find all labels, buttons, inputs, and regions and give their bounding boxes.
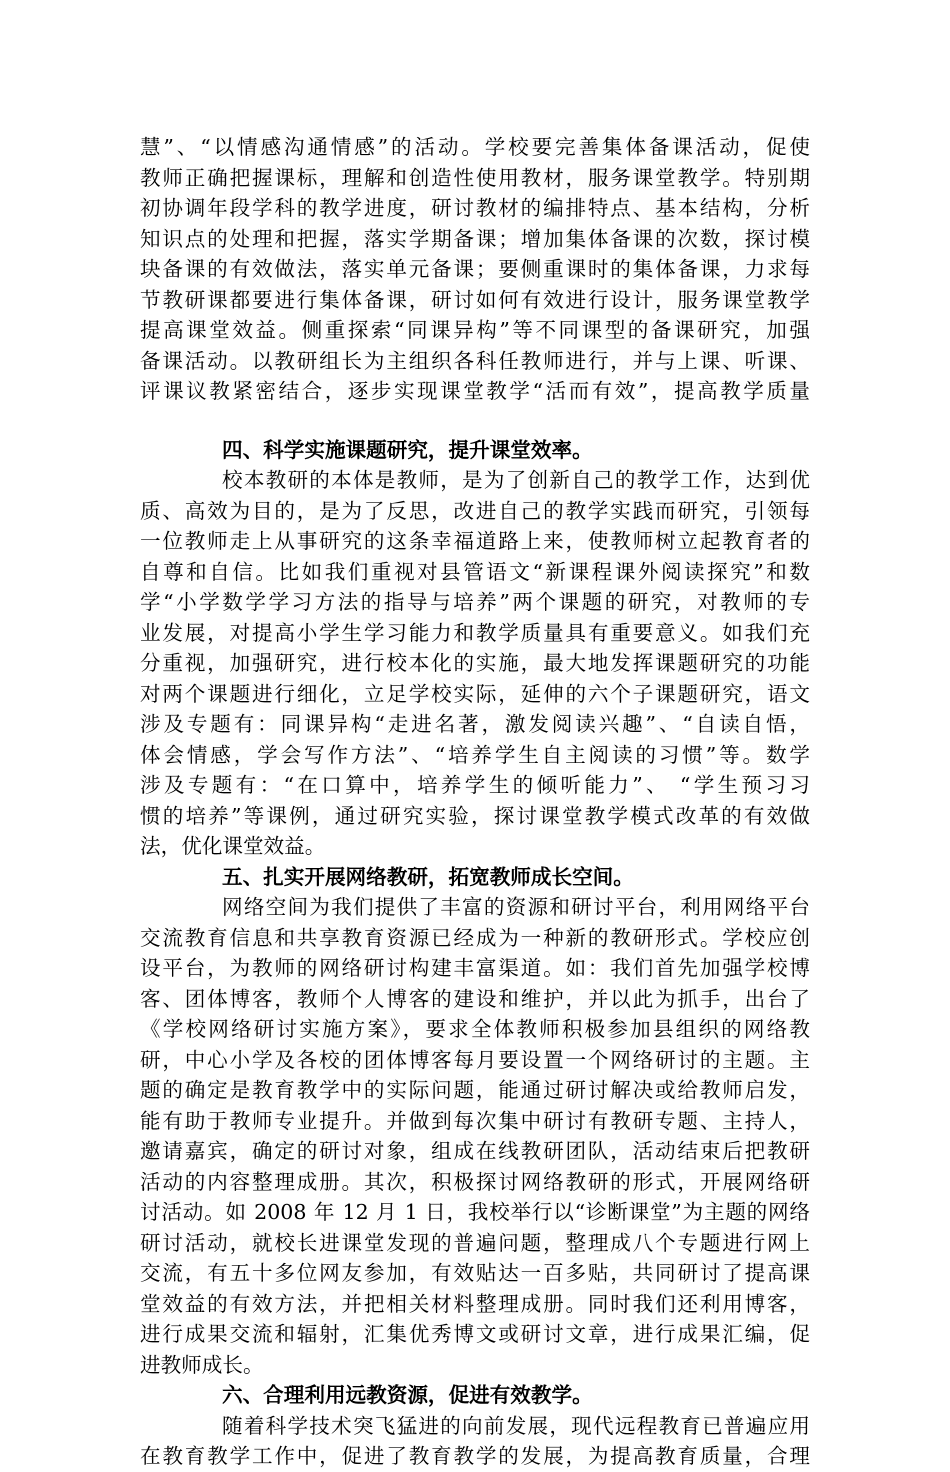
text-line: 进行成果交流和辐射，汇集优秀博文或研讨文章，进行成果汇编，促 bbox=[140, 1322, 810, 1346]
text-line: 对两个课题进行细化，立足学校实际，延伸的六个子课题研究，语文 bbox=[140, 681, 810, 706]
text-line: 交流，有五十多位网友参加，有效贴达一百多贴，共同研讨了提高课 bbox=[140, 1261, 810, 1285]
text-line: 体会情感，学会写作方法”、“培养学生自主阅读的习惯”等。数学 bbox=[140, 742, 810, 767]
text-line: 备课活动。以教研组长为主组织各科任教师进行，并与上课、听课、 bbox=[140, 348, 810, 373]
text-line: 进教师成长。 bbox=[140, 1352, 264, 1377]
text-line: 题的确定是教育教学中的实际问题，能通过研讨解决或给教师启发， bbox=[140, 1078, 810, 1102]
text-line: 业发展，对提高小学生学习能力和教学质量具有重要意义。如我们充 bbox=[140, 620, 810, 645]
text-line: 网络空间为我们提供了丰富的资源和研讨平台，利用网络平台 bbox=[222, 895, 810, 919]
text-line: 评课议教紧密结合，逐步实现课堂教学“活而有效”，提高教学质量 bbox=[140, 379, 810, 403]
text-line: 活动的内容整理成册。其次，积极探讨网络教研的形式，开展网络研 bbox=[140, 1169, 810, 1194]
document-page bbox=[140, 132, 810, 1472]
text-line: 知识点的处理和把握，落实学期备课；增加集体备课的次数，探讨模 bbox=[140, 226, 810, 251]
section-heading-4: 四、科学实施课题研究，提升课堂效率。 bbox=[222, 437, 593, 462]
text-line: 研讨活动，就校长进课堂发现的普遍问题，整理成八个专题进行网上 bbox=[140, 1230, 810, 1255]
text-line: 堂效益的有效方法，并把相关材料整理成册。同时我们还利用博客， bbox=[140, 1291, 810, 1316]
text-line: 慧”、“以情感沟通情感”的活动。学校要完善集体备课活动，促使 bbox=[140, 135, 810, 159]
text-line: 客、团体博客，教师个人博客的建设和维护，并以此为抓手，出台了 bbox=[140, 986, 810, 1011]
paragraph-research bbox=[140, 465, 810, 862]
text-line: 研，中心小学及各校的团体博客每月要设置一个网络研讨的主题。主 bbox=[140, 1047, 810, 1072]
text-line: 能有助于教师专业提升。并做到每次集中研讨有教研专题、主持人， bbox=[140, 1108, 810, 1133]
text-line: 初协调年段学科的教学进度，研讨教材的编排特点、基本结构，分析 bbox=[140, 196, 810, 220]
section-heading-6: 六、合理利用远教资源，促进有效教学。 bbox=[222, 1383, 593, 1407]
text-line: 交流教育信息和共享教育资源已经成为一种新的教研形式。学校应创 bbox=[140, 925, 810, 950]
text-line: 学“小学数学学习方法的指导与培养”两个课题的研究，对教师的专 bbox=[140, 590, 810, 614]
text-line: 涉及专题有：同课异构“走进名著，激发阅读兴趣”、“自读自悟， bbox=[140, 712, 810, 736]
text-line: 设平台，为教师的网络研讨构建丰富渠道。如：我们首先加强学校博 bbox=[140, 956, 810, 980]
paragraph-online-research bbox=[140, 892, 810, 1380]
spacer bbox=[140, 407, 810, 435]
text-line: 随着科学技术突飞猛进的向前发展，现代远程教育已普遍应用 bbox=[222, 1413, 810, 1438]
text-line: 讨活动。如 2008 年 12 月 1 日，我校举行以“诊断课堂”为主题的网络 bbox=[140, 1200, 810, 1224]
text-line: 一位教师走上从事研究的这条幸福道路上来，使教师树立起教育者的 bbox=[140, 529, 810, 553]
text-line: 校本教研的本体是教师，是为了创新自己的教学工作，达到优 bbox=[222, 468, 810, 492]
text-line: 分重视，加强研究，进行校本化的实施，最大地发挥课题研究的功能 bbox=[140, 651, 810, 675]
text-line: 质、高效为目的，是为了反思，改进自己的教学实践而研究，引领每 bbox=[140, 498, 810, 523]
text-line: 惯的培养”等课例，通过研究实验，探讨课堂教学模式改革的有效做 bbox=[140, 803, 810, 828]
paragraph-remote-education bbox=[140, 1411, 810, 1472]
text-line: 法，优化课堂效益。 bbox=[140, 834, 326, 858]
text-line: 块备课的有效做法，落实单元备课；要侧重课时的集体备课，力求每 bbox=[140, 257, 810, 281]
text-line: 提高课堂效益。侧重探索“同课异构”等不同课型的备课研究，加强 bbox=[140, 318, 810, 342]
paragraph-lesson-prep bbox=[140, 132, 810, 407]
text-line: 涉及专题有：“在口算中，培养学生的倾听能力”、 “学生预习习 bbox=[140, 773, 810, 797]
text-line: 教师正确把握课标，理解和创造性使用教材，服务课堂教学。特别期 bbox=[140, 165, 810, 190]
text-line: 节教研课都要进行集体备课，研讨如何有效进行设计，服务课堂教学 bbox=[140, 287, 810, 312]
section-heading-5: 五、扎实开展网络教研，拓宽教师成长空间。 bbox=[222, 864, 634, 889]
text-line: 在教育教学工作中，促进了教育教学的发展，为提高教育质量，合理 bbox=[140, 1444, 810, 1468]
text-line: 《学校网络研讨实施方案》，要求全体教师积极参加县组织的网络教 bbox=[140, 1017, 810, 1041]
text-line: 邀请嘉宾，确定的研讨对象，组成在线教研团队，活动结束后把教研 bbox=[140, 1139, 810, 1163]
text-line: 自尊和自信。比如我们重视对县管语文“新课程课外阅读探究”和数 bbox=[140, 559, 810, 584]
